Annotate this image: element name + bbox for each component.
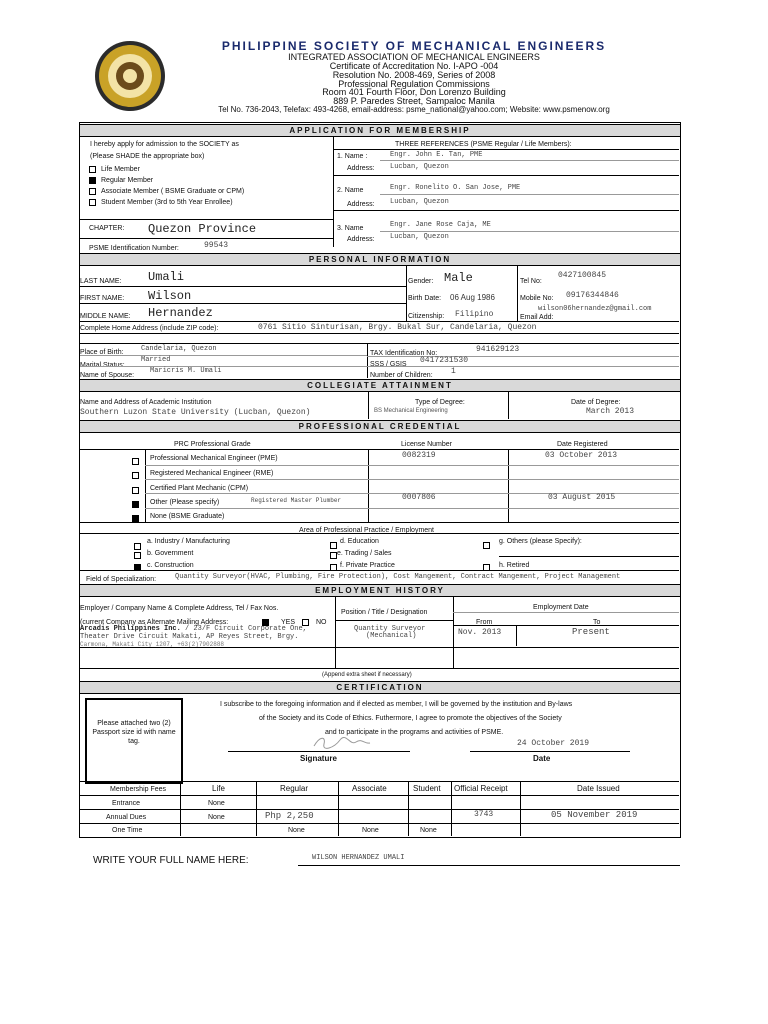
gender-label: Gender: xyxy=(408,278,434,285)
none-grade-checkbox[interactable] xyxy=(132,515,139,522)
org-title: PHILIPPINE SOCIETY OF MECHANICAL ENGINEERS xyxy=(221,39,607,53)
employer-label: Employer / Company Name & Complete Address, Tel / Fax Nos. xyxy=(80,605,279,612)
section-credential: PROFESSIONAL CREDENTIAL xyxy=(80,420,680,433)
photo-note: Please attached two (2) Passport size id with name tag. xyxy=(92,720,176,745)
company-address-rest: / 23/F Circuit Corporate One, xyxy=(180,625,307,633)
fees-header-student: Student xyxy=(413,784,441,793)
psme-id-value[interactable]: 99543 xyxy=(204,241,229,250)
fees-row-entrance-life[interactable]: None xyxy=(208,800,225,807)
header-line-1: INTEGRATED ASSOCIATION OF MECHANICAL ENGINEERS xyxy=(288,52,540,62)
employment-from-value[interactable]: Nov. 2013 xyxy=(458,628,502,637)
append-note: (Append extra sheet if necessary) xyxy=(322,672,412,678)
section-collegiate: COLLEGIATE ATTAINMENT xyxy=(80,379,680,392)
references-title: THREE REFERENCES (PSME Regular / Life Members): xyxy=(395,141,572,148)
birth-place-label: Place of Birth: xyxy=(80,349,124,356)
email-value[interactable]: wilson06hernandez@gmail.com xyxy=(538,305,652,313)
certification-text-3: and to participate in the programs and activities of PSME. xyxy=(325,729,504,736)
company-address-line-3[interactable]: Carmona, Makati City 1207, +63(2)7902888 xyxy=(80,641,225,648)
home-address-label: Complete Home Address (include ZIP code): xyxy=(80,325,219,332)
birth-date-label: Birth Date: xyxy=(408,295,442,302)
institution-label: Name and Address of Academic Institution xyxy=(80,399,212,406)
birth-date-value[interactable]: 06 Aug 1986 xyxy=(450,293,495,302)
retired-label: h. Retired xyxy=(499,562,530,569)
fees-row-onetime-regular[interactable]: None xyxy=(288,827,305,834)
education-label: d. Education xyxy=(340,538,379,545)
other-grade-date[interactable]: 03 August 2015 xyxy=(548,493,616,502)
fees-header-regular: Regular xyxy=(280,784,309,793)
email-label: Email Add: xyxy=(520,314,554,321)
fees-row-entrance-label: Entrance xyxy=(112,800,141,807)
fees-header-associate: Associate xyxy=(352,784,387,793)
last-name-label: LAST NAME: xyxy=(80,278,122,285)
mailing-no-label: NO xyxy=(316,619,327,626)
government-checkbox[interactable] xyxy=(134,552,141,559)
ref-1-address-label: Address: xyxy=(347,165,375,172)
first-name-label: FIRST NAME: xyxy=(80,295,125,302)
employment-from-label: From xyxy=(476,619,493,626)
private-practice-label: f. Private Practice xyxy=(340,562,395,569)
tin-value[interactable]: 941629123 xyxy=(476,345,520,354)
company-address-line-2[interactable]: Theater Drive Circuit Makati, AP Reyes Street, Brgy. xyxy=(80,633,299,641)
header-line-3: Resolution No. 2008-469, Series of 2008 xyxy=(332,70,496,80)
mobile-label: Mobile No: xyxy=(520,295,554,302)
header-line-5: Room 401 Fourth Floor, Don Lorenzo Building xyxy=(322,87,506,97)
marital-label: Marital Status: xyxy=(80,362,125,369)
ref-3-address-label: Address: xyxy=(347,236,375,243)
government-label: b. Government xyxy=(147,550,194,557)
ref-2-name-label: 2. Name xyxy=(337,187,364,194)
area-practice-title: Area of Professional Practice / Employment xyxy=(299,527,435,534)
ref-3-address[interactable]: Lucban, Quezon xyxy=(390,233,449,241)
certification-date-value[interactable]: 24 October 2019 xyxy=(517,739,590,748)
fees-row-onetime-associate[interactable]: None xyxy=(362,827,379,834)
section-employment: EMPLOYMENT HISTORY xyxy=(80,584,680,597)
tel-value[interactable]: 0427100845 xyxy=(558,271,607,280)
section-application: APPLICATION FOR MEMBERSHIP xyxy=(80,124,680,137)
fees-header-membership: Membership Fees xyxy=(110,786,167,793)
rme-checkbox[interactable] xyxy=(132,472,139,479)
field-specialization-label: Field of Specialization: xyxy=(86,576,157,583)
life-member-label: Life Member xyxy=(101,166,140,173)
mailing-address-label: (current Company as Alternate Mailing Address: xyxy=(80,619,229,626)
none-grade-label: None (BSME Graduate) xyxy=(150,513,225,520)
employment-to-value[interactable]: Present xyxy=(572,627,610,637)
degree-date-value[interactable]: March 2013 xyxy=(586,407,635,416)
header-line-6: 889 P. Paredes Street, Sampaloc Manila xyxy=(333,96,495,106)
rme-date[interactable]: 03 October 2013 xyxy=(545,451,618,460)
position-label: Position / Title / Designation xyxy=(341,609,428,616)
life-member-checkbox[interactable] xyxy=(89,166,96,173)
mailing-yes-label: YES xyxy=(281,619,296,626)
student-member-label: Student Member (3rd to 5th Year Enrollee) xyxy=(101,199,233,206)
chapter-label: CHAPTER: xyxy=(89,225,125,232)
other-grade-license[interactable]: 0007806 xyxy=(402,493,436,502)
header-line-7: Tel No. 736-2043, Telefax: 493-4268, email-address: psme_national@yahoo.com; Website: www.psmenow.org xyxy=(218,105,610,114)
degree-date-label: Date of Degree: xyxy=(571,399,621,406)
fees-row-onetime-label: One Time xyxy=(112,827,143,834)
rme-label: Registered Mechanical Engineer (RME) xyxy=(150,470,274,477)
employment-date-label: Employment Date xyxy=(533,604,589,611)
position-value-line-1[interactable]: Quantity Surveyor xyxy=(354,625,426,633)
marital-value[interactable]: Married xyxy=(141,356,171,364)
sss-value[interactable]: 0417231530 xyxy=(420,356,469,365)
section-personal: PERSONAL INFORMATION xyxy=(80,253,680,266)
other-grade-specify[interactable]: Registered Master Plumber xyxy=(251,497,342,504)
ref-1-name-label: 1. Name : xyxy=(337,153,368,160)
cpm-label: Certified Plant Mechanic (CPM) xyxy=(150,485,249,492)
company-address-line-1[interactable] xyxy=(80,626,307,633)
construction-label: c. Construction xyxy=(147,562,194,569)
degree-type-label: Type of Degree: xyxy=(415,399,465,406)
regular-member-label: Regular Member xyxy=(101,177,154,184)
col-date-registered: Date Registered xyxy=(557,441,608,448)
signature-label: Signature xyxy=(300,754,337,763)
others-area-label: g. Others (please Specify): xyxy=(499,538,582,545)
psme-id-label: PSME Identification Number: xyxy=(89,245,179,252)
header-line-4: Professional Regulation Commissions xyxy=(338,79,490,89)
employment-to-label: To xyxy=(593,619,601,626)
pme-checkbox[interactable] xyxy=(132,458,139,465)
ref-1-address[interactable]: Lucban, Quezon xyxy=(390,163,449,171)
cpm-checkbox[interactable] xyxy=(132,487,139,494)
other-grade-label: Other (Please specify) xyxy=(150,499,220,506)
fees-row-annual-label: Annual Dues xyxy=(106,814,147,821)
rme-license[interactable]: 0082319 xyxy=(402,451,436,460)
first-name-value[interactable]: Wilson xyxy=(148,289,192,303)
institution-value[interactable]: Southern Luzon State University (Lucban, Quezon) xyxy=(80,408,311,417)
associate-member-checkbox[interactable] xyxy=(89,188,96,195)
trading-checkbox[interactable] xyxy=(330,552,337,559)
children-label: Number of Children: xyxy=(370,372,433,379)
signature-mark xyxy=(312,734,372,750)
fees-header-life: Life xyxy=(212,784,225,793)
position-value-line-2[interactable]: (Mechanical) xyxy=(366,632,417,640)
birth-place-value[interactable]: Candelaria, Quezon xyxy=(141,345,217,353)
trading-label: e. Trading / Sales xyxy=(337,550,392,557)
fees-row-annual-date[interactable]: 05 November 2019 xyxy=(551,810,638,820)
fees-row-annual-regular[interactable]: Php 2,250 xyxy=(265,811,314,821)
chapter-value[interactable]: Quezon Province xyxy=(148,222,257,236)
date-label: Date xyxy=(533,754,551,763)
header-line-2: Certificate of Accreditation No. I-APO -004 xyxy=(329,61,499,71)
children-value[interactable]: 1 xyxy=(451,367,456,376)
spouse-value[interactable]: Maricris M. Umali xyxy=(150,367,222,375)
tin-label: TAX Identification No: xyxy=(370,350,438,357)
others-area-checkbox[interactable] xyxy=(483,542,490,549)
mobile-value[interactable]: 09176344846 xyxy=(566,291,619,300)
fees-row-onetime-student[interactable]: None xyxy=(420,827,437,834)
certification-text-1: I subscribe to the foregoing information and if elected as member, I will be governed by the institution and By-laws xyxy=(220,701,573,708)
last-name-value[interactable]: Umali xyxy=(148,270,185,284)
degree-type-value[interactable]: BS Mechanical Engineering xyxy=(374,408,448,414)
ref-2-name[interactable]: Engr. Ronelito O. San Jose, PME xyxy=(390,184,521,192)
fees-header-receipt: Official Receipt xyxy=(454,784,508,793)
citizenship-value[interactable]: Filipino xyxy=(455,310,494,319)
ref-3-name[interactable]: Engr. Jane Rose Caja, ME xyxy=(390,221,491,229)
section-certification: CERTIFICATION xyxy=(80,681,680,694)
application-instruction: (Please SHADE the appropriate box) xyxy=(90,153,205,160)
full-name-value[interactable]: WILSON HERNANDEZ UMALI xyxy=(312,854,405,862)
fees-row-annual-receipt[interactable]: 3743 xyxy=(474,810,494,819)
fees-row-annual-life[interactable]: None xyxy=(208,814,225,821)
student-member-checkbox[interactable] xyxy=(89,199,96,206)
fees-header-date-issued: Date Issued xyxy=(577,784,620,793)
company-name: Arcadis Philippines Inc. xyxy=(80,625,181,633)
ref-3-name-label: 3. Name xyxy=(337,225,364,232)
ref-2-address[interactable]: Lucban, Quezon xyxy=(390,198,449,206)
ref-1-name[interactable]: Engr. John E. Tan, PME xyxy=(390,151,483,159)
industry-label: a. Industry / Manufacturing xyxy=(147,538,230,545)
associate-member-label: Associate Member ( BSME Graduate or CPM) xyxy=(101,188,245,195)
sss-label: SSS / GSIS xyxy=(370,361,407,368)
education-checkbox[interactable] xyxy=(330,542,337,549)
tel-label: Tel No: xyxy=(520,278,542,285)
pme-label: Professional Mechanical Engineer (PME) xyxy=(150,455,278,462)
regular-member-checkbox[interactable] xyxy=(89,177,96,184)
other-grade-checkbox[interactable] xyxy=(132,501,139,508)
industry-checkbox[interactable] xyxy=(134,543,141,550)
spouse-label: Name of Spouse: xyxy=(80,372,135,379)
col-license-number: License Number xyxy=(401,441,452,448)
col-prc-grade: PRC Professional Grade xyxy=(174,441,251,448)
home-address-value[interactable]: 0761 Sitio Sinturisan, Brgy. Bukal Sur, Candelaria, Quezon xyxy=(258,323,537,332)
middle-name-value[interactable]: Hernandez xyxy=(148,306,213,320)
field-specialization-value[interactable]: Quantity Surveyor(HVAC, Plumbing, Fire Protection), Cost Mangement, Contract Mangement, Project Management xyxy=(175,573,621,581)
ref-2-address-label: Address: xyxy=(347,201,375,208)
certification-text-2: of the Society and its Code of Ethics. Futhermore, I agree to promote the objectives of the Society xyxy=(259,715,562,722)
full-name-label: WRITE YOUR FULL NAME HERE: xyxy=(93,855,249,866)
citizenship-label: Citizenship: xyxy=(408,313,445,320)
middle-name-label: MIDDLE NAME: xyxy=(80,313,131,320)
gender-value[interactable]: Male xyxy=(444,271,473,285)
application-intro: I hereby apply for admission to the SOCIETY as xyxy=(90,141,239,148)
